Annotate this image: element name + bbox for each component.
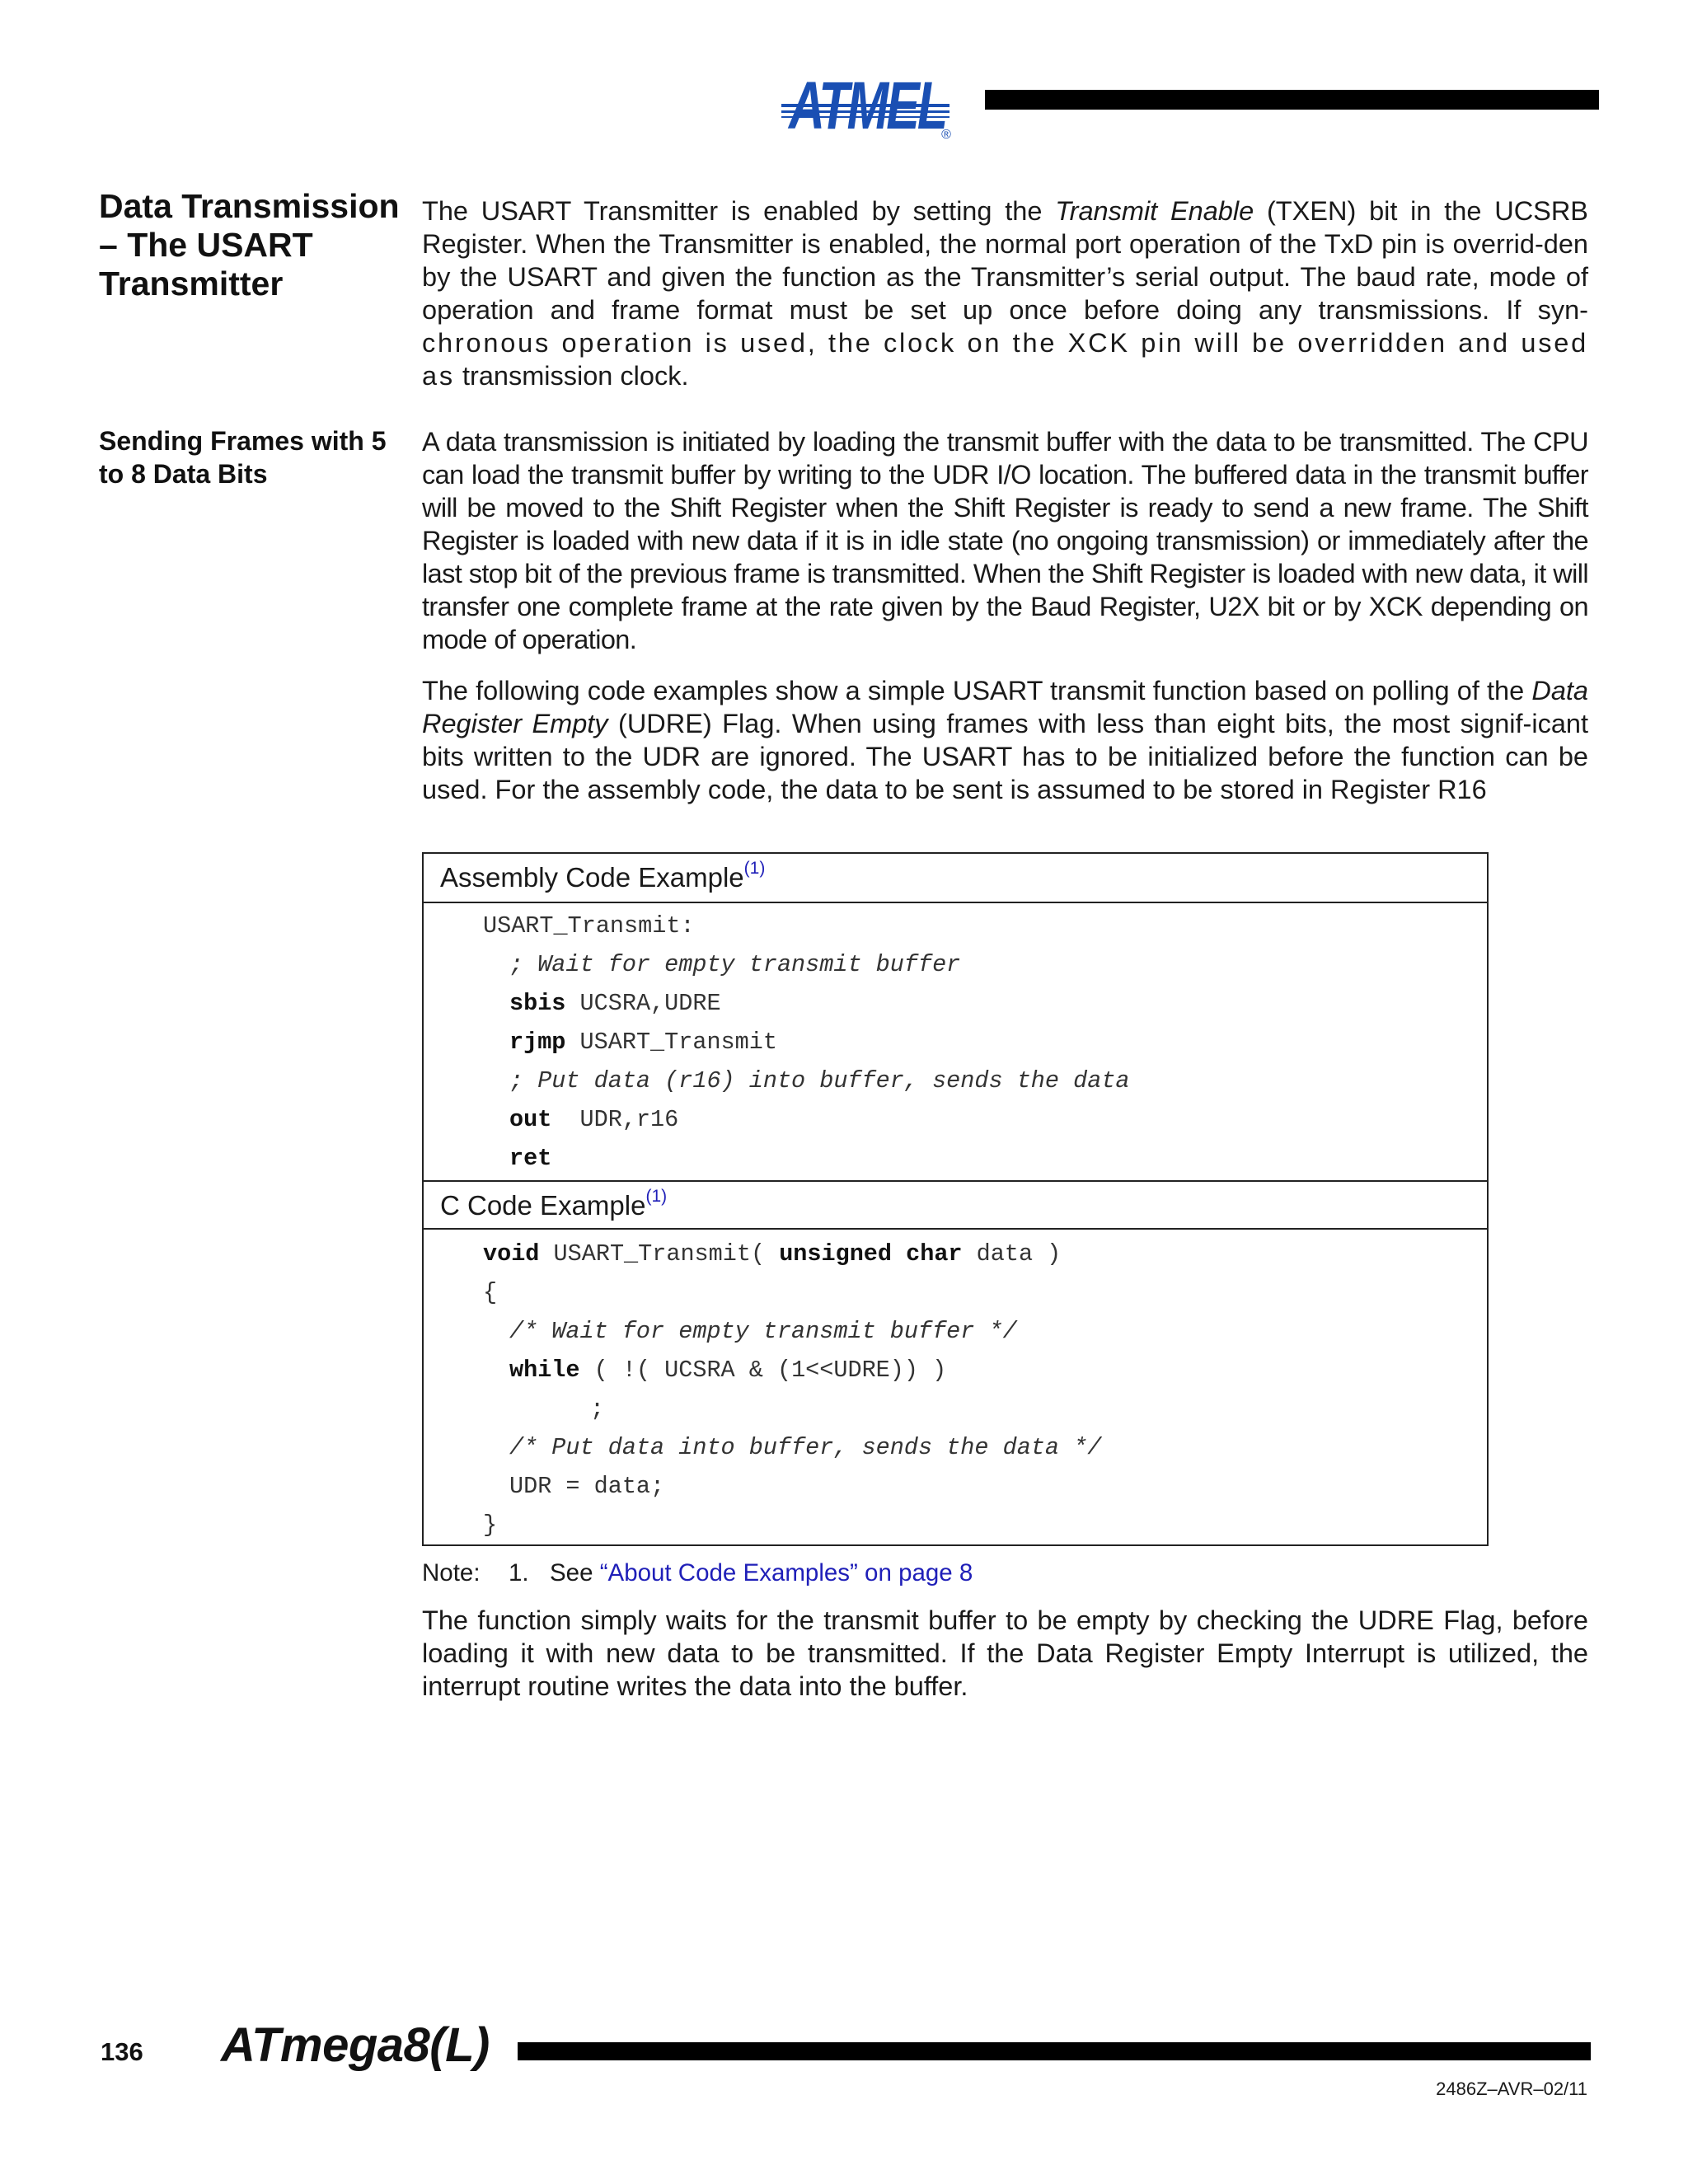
footer-title: ATmega8(L): [221, 2018, 490, 2072]
c-line-signature: void USART_Transmit( unsigned char data ): [483, 1240, 1062, 1268]
p1-text-d: transmission clock.: [462, 361, 689, 391]
asm-line-sbis: sbis UCSRA,UDRE: [509, 990, 721, 1017]
c-line-comment-put: /* Put data into buffer, sends the data */: [509, 1434, 1102, 1461]
p1-italic-transmit-enable: Transmit Enable: [1055, 196, 1254, 226]
header-rule: [985, 90, 1599, 110]
footnote-ref-asm[interactable]: (1): [743, 859, 766, 878]
paragraph-function-explanation: The function simply waits for the transmit buffer to be empty by checking the UDRE Flag, before loading it with new data to be transmitted. If the Data Register Empty Interrupt is utilized, the interrupt routine writes the data into the buffer.: [422, 1605, 1588, 1701]
logo-text: ATMEL: [787, 68, 945, 140]
section-heading-sending-frames: Sending Frames with 5 to 8 Data Bits: [99, 426, 387, 489]
assembly-code-caption: Assembly Code Example$^{(1)}$: [424, 854, 1487, 903]
p1-text-b: (TXEN) bit in the UCSRB Register. When the Transmitter is enabled, the normal port operation of the TxD pin is overrid-den by the USART and given the function as the Transmitter’s serial output. The baud rate, mode of operation and frame format must be set up once before doing any transmissions. If syn-: [422, 196, 1588, 325]
code-example-table: [422, 852, 1489, 1546]
footer-rule: [518, 2042, 1591, 2060]
c-line-comment-wait: /* Wait for empty transmit buffer */: [509, 1318, 1017, 1345]
asm-line-comment-put: ; Put data (r16) into buffer, sends the data: [509, 1067, 1130, 1094]
p3-text-b: (UDRE) Flag. When using frames with less than eight bits, the most signif-icant bits written to the UDR are ignored. The USART has to be initialized before the function can be used. For the assembly code, the data to be sent is assumed to be stored in Register R16: [422, 709, 1588, 804]
atmel-logo-graphic: [775, 58, 956, 140]
asm-line-out: out UDR,r16: [509, 1106, 679, 1133]
note-label: Note:: [422, 1559, 481, 1586]
registered-mark: ®: [941, 128, 951, 140]
note-number: 1.: [509, 1559, 529, 1586]
p3-italic-data-register-empty: Data Register Empty: [422, 676, 1588, 738]
page-number: 136: [101, 2037, 143, 2066]
p1-text-c: chronous operation is used, the clock on the XCK pin will be overridden and used as: [422, 328, 1588, 391]
code-note: [422, 1558, 973, 1589]
asm-line-rjmp: rjmp USART_Transmit: [509, 1029, 777, 1056]
note-see: See: [550, 1559, 600, 1586]
c-line-brace-open: {: [483, 1279, 498, 1306]
p3-text-a: The following code examples show a simple USART transmit function based on polling of the: [422, 676, 1532, 705]
c-line-while: while ( !( UCSRA & (1<<UDRE)) ): [509, 1357, 947, 1384]
document-code: 2486Z–AVR–02/11: [1436, 2079, 1587, 2099]
atmel-logo: [775, 58, 956, 140]
c-line-brace-close: }: [483, 1511, 498, 1539]
paragraph-code-examples-intro: [422, 674, 1588, 806]
asm-line-ret: ret: [509, 1145, 552, 1172]
about-code-examples-link[interactable]: “About Code Examples” on page 8: [599, 1559, 973, 1586]
asm-line-label: USART_Transmit:: [483, 912, 695, 940]
c-code-caption: C Code Example$^{(1)}$: [424, 1180, 1487, 1230]
paragraph-sending-frames: A data transmission is initiated by loading the transmit buffer with the data to be transmitted. The CPU can load the transmit buffer by writing to the UDR I/O location. The buffered data in the transmit buffer will be moved to the Shift Register when the Shift Register is ready to send a new frame. The Shift Register is loaded with new data if it is in idle state (no ongoing transmission) or immediately after the last stop bit of the previous frame is transmitted. When the Shift Register is loaded with new data, it will transfer one complete frame at the rate given by the Baud Register, U2X bit or by XCK depending on mode of operation.: [422, 427, 1588, 654]
c-line-semicolon: ;: [590, 1395, 605, 1422]
section-heading-data-transmission: Data Transmission – The USART Transmitter: [99, 187, 400, 302]
asm-line-comment-wait: ; Wait for empty transmit buffer: [509, 951, 961, 978]
paragraph-usart-transmitter: [422, 194, 1588, 392]
p1-text-a: The USART Transmitter is enabled by setting the: [422, 196, 1056, 226]
footnote-ref-c[interactable]: (1): [645, 1187, 668, 1206]
c-line-assign: UDR = data;: [509, 1473, 665, 1500]
